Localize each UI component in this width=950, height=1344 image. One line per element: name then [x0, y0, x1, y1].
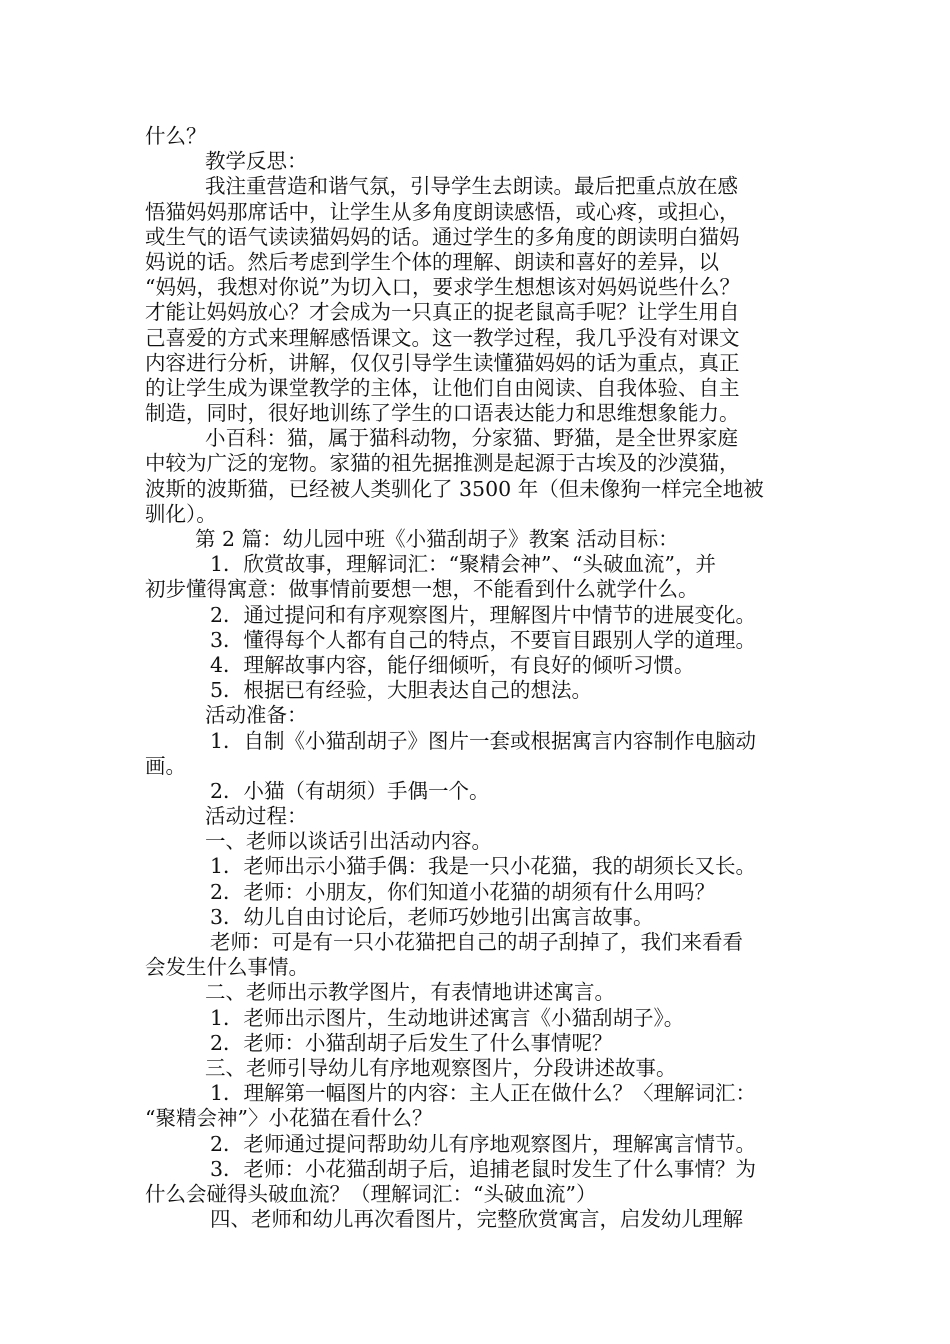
list-item: 3．老师：小花猫刮胡子后，追捕老鼠时发生了什么事情？为 — [210, 1156, 757, 1181]
text-line: 我注重营造和谐气氛，引导学生去朗读。最后把重点放在感 — [205, 174, 738, 199]
list-item: 4．理解故事内容，能仔细倾听，有良好的倾听习惯。 — [210, 652, 695, 677]
text-line: 什么会碰得头破血流？（理解词汇：“头破血流”） — [145, 1181, 597, 1206]
text-line: 悟猫妈妈那席话中，让学生从多角度朗读感悟，或心疼，或担心， — [145, 199, 740, 224]
text-line: 波斯的波斯猫，已经被人类驯化了 3500 年（但未像狗一样完全地被 — [145, 476, 764, 501]
text-line: 四、老师和幼儿再次看图片，完整欣赏寓言，启发幼儿理解 — [210, 1207, 743, 1232]
list-item: 2．老师：小朋友，你们知道小花猫的胡须有什么用吗？ — [210, 879, 716, 904]
text-line: 老师：可是有一只小花猫把自己的胡子刮掉了，我们来看看 — [210, 930, 743, 954]
text-line: 什么？ — [145, 124, 207, 148]
text-line: 二、老师出示教学图片，有表情地讲述寓言。 — [205, 980, 615, 1005]
list-item: 1．欣赏故事，理解词汇：“聚精会神”、“头破血流”，并 — [210, 552, 716, 577]
text-line: 中较为广泛的宠物。家猫的祖先据推测是起源于古埃及的沙漠猫， — [145, 451, 740, 476]
text-line: “妈妈，我想对你说”为切入口，要求学生想想该对妈妈说些什么？ — [145, 275, 740, 300]
text-line: 一、老师以谈话引出活动内容。 — [205, 829, 492, 854]
text-line: 会发生什么事情。 — [145, 955, 309, 980]
list-item: 2．老师：小猫刮胡子后发生了什么事情呢？ — [210, 1030, 613, 1055]
list-item: 2．通过提问和有序观察图片，理解图片中情节的进展变化。 — [210, 602, 757, 627]
section-heading: 活动过程： — [205, 804, 308, 829]
list-item: 1．自制《小猫刮胡子》图片一套或根据寓言内容制作电脑动 — [210, 728, 757, 753]
text-line: 的让学生成为课堂教学的主体，让他们自由阅读、自我体验、自主 — [145, 375, 740, 400]
text-line: 才能让妈妈放心？才会成为一只真正的捉老鼠高手呢？让学生用自 — [145, 300, 740, 325]
text-line: “聚精会神”〉小花猫在看什么？ — [145, 1106, 433, 1131]
text-line: 初步懂得寓意：做事情前要想一想，不能看到什么就学什么。 — [145, 577, 699, 602]
text-line: 小百科：猫，属于猫科动物，分家猫、野猫，是全世界家庭 — [205, 426, 738, 451]
text-line: 画。 — [145, 753, 186, 778]
list-item: 3．懂得每个人都有自己的特点，不要盲目跟别人学的道理。 — [210, 627, 757, 652]
text-line: 三、老师引导幼儿有序地观察图片，分段讲述故事。 — [205, 1055, 677, 1080]
section-heading: 第 2 篇：幼儿园中班《小猫刮胡子》教案 活动目标： — [195, 527, 679, 551]
section-heading: 活动准备： — [205, 703, 308, 728]
list-item: 1．理解第一幅图片的内容：主人正在做什么？〈理解词汇： — [210, 1081, 757, 1106]
list-item: 3．幼儿自由讨论后，老师巧妙地引出寓言故事。 — [210, 904, 654, 929]
text-line: 制造，同时，很好地训练了学生的口语表达能力和思维想象能力。 — [145, 401, 740, 426]
text-line: 内容进行分析，讲解，仅仅引导学生读懂猫妈妈的话为重点，真正 — [145, 350, 740, 375]
section-heading: 教学反思： — [205, 149, 308, 174]
list-item: 2．小猫（有胡须）手偶一个。 — [210, 778, 490, 803]
text-line: 己喜爱的方式来理解感悟课文。这一教学过程，我几乎没有对课文 — [145, 325, 740, 350]
text-line: 妈说的话。然后考虑到学生个体的理解、朗读和喜好的差异，以 — [145, 249, 719, 274]
list-item: 5．根据已有经验，大胆表达自己的想法。 — [210, 678, 593, 703]
list-item: 1．老师出示小猫手偶：我是一只小花猫，我的胡须长又长。 — [210, 854, 757, 879]
list-item: 1．老师出示图片，生动地讲述寓言《小猫刮胡子》。 — [210, 1005, 685, 1030]
text-line: 驯化）。 — [145, 501, 217, 526]
text-line: 或生气的语气读读猫妈妈的话。通过学生的多角度的朗读明白猫妈 — [145, 224, 740, 249]
list-item: 2．老师通过提问帮助幼儿有序地观察图片，理解寓言情节。 — [210, 1131, 757, 1156]
document-body — [145, 124, 825, 1232]
